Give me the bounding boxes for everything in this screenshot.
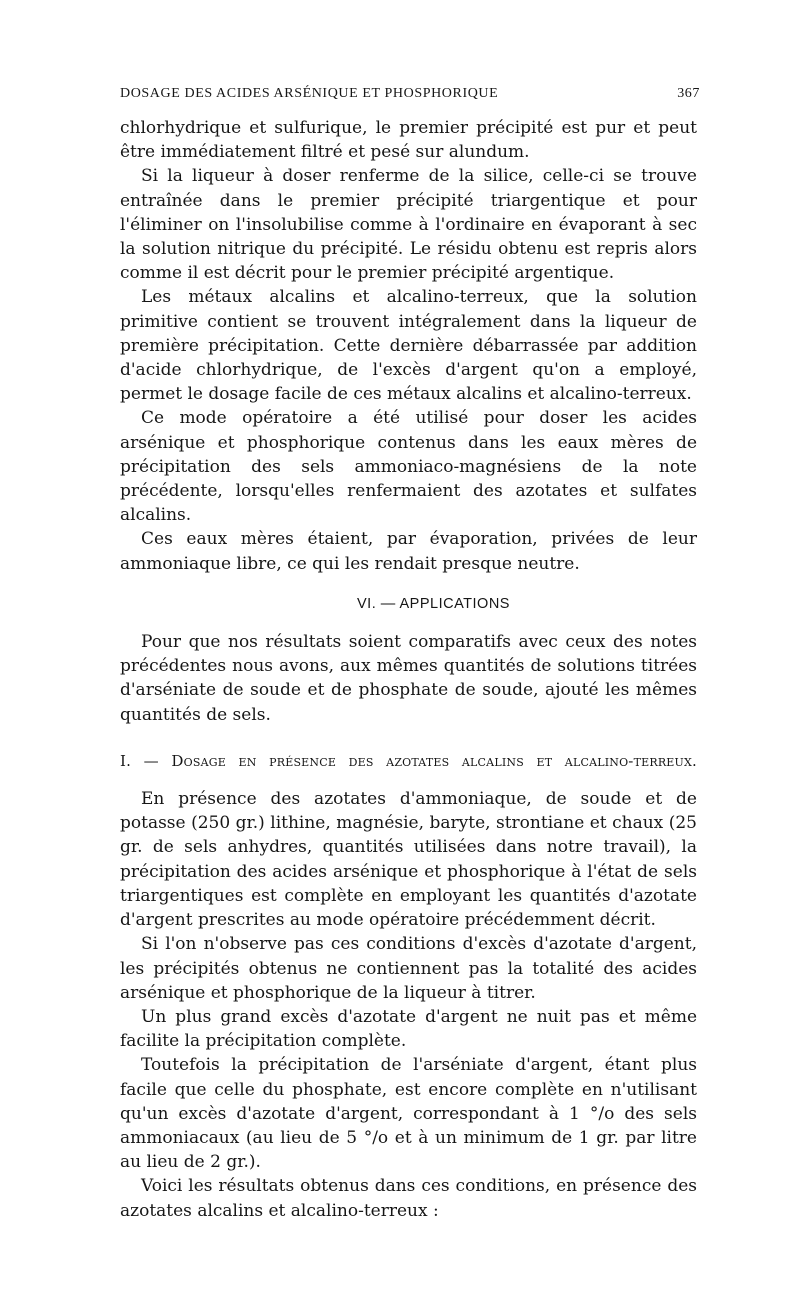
paragraph: chlorhydrique et sulfurique, le premier précipité est pur et peut être immédiatement filtré et pesé sur alundum. [120,118,697,163]
paragraph: Voici les résultats obtenus dans ces conditions, en présence des azotates alcalins et alcalino-terreux : [120,1176,697,1221]
subsection-heading [120,749,697,773]
running-title: DOSAGE DES ACIDES ARSÉNIQUE ET PHOSPHORIQUE [120,86,499,101]
paragraph: Les métaux alcalins et alcalino-terreux, que la solution primitive contient se trouvent intégralement dans la liqueur de première précipitation. Cette dernière débarrassée par addition d'acide chlorhydrique, de l'excès d'argent qu'on a employé, permet le dosage facile de ces métaux alcalins et alcalino-terreux. [120,287,697,405]
section-heading: VI. — APPLICATIONS [357,595,510,612]
paragraph: Toutefois la précipitation de l'arséniate d'argent, étant plus facile que celle du phosphate, est encore complète en n'utilisant qu'un excès d'azotate d'argent, correspondant à 1 °/o des sels ammoniacaux (au lieu de 5 °/o et à un minimum de 1 gr. par litre au lieu de 2 gr.). [120,1055,697,1173]
paragraph: Ce mode opératoire a été utilisé pour doser les acides arsénique et phosphorique contenus dans les eaux mères de précipitation des sels ammoniaco-magnésiens de la note précédente, lorsqu'elles renfermaient des azotates et sulfates alcalins. [120,408,697,526]
subsection-title: Dosage en présence des azotates alcalins et alcalino-terreux. [171,751,698,770]
paragraph: Un plus grand excès d'azotate d'argent ne nuit pas et même facilite la précipitation complète. [120,1006,697,1052]
paragraph: Ces eaux mères étaient, par évaporation, privées de leur ammoniaque libre, ce qui les rendait presque neutre. [120,529,697,574]
paragraph: Si la liqueur à doser renferme de la silice, celle-ci se trouve entraînée dans le premier précipité triargentique et pour l'éliminer on l'insolubilise comme à l'ordinaire en évaporant à sec la solution nitrique du précipité. Le résidu obtenu est repris alors comme il est décrit pour le premier précipité argentique. [120,166,697,284]
paragraph: Si l'on n'observe pas ces conditions d'excès d'azotate d'argent, les précipités obtenus ne contiennent pas la totalité des acides arsénique et phosphorique de la liqueur à titrer. [120,934,697,1003]
paragraph: Pour que nos résultats soient comparatifs avec ceux des notes précédentes nous avons, aux mêmes quantités de solutions titrées d'arséniate de soude et de phosphate de soude, ajouté les mêmes quantités de sels. [120,632,697,725]
body-text [120,116,697,1223]
paragraph: En présence des azotates d'ammoniaque, de soude et de potasse (250 gr.) lithine, magnésie, baryte, strontiane et chaux (25 gr. de sels anhydres, quantités utilisées dans notre travail), la précipitation des acides arsénique et phosphorique à l'état de sels triargentiques est complète en employant les quantités d'azotate d'argent prescrites au mode opératoire précédemment décrit. [120,789,697,931]
subsection-number: I. — [120,751,159,770]
page-number: 367 [677,86,700,101]
page-header [120,86,700,102]
